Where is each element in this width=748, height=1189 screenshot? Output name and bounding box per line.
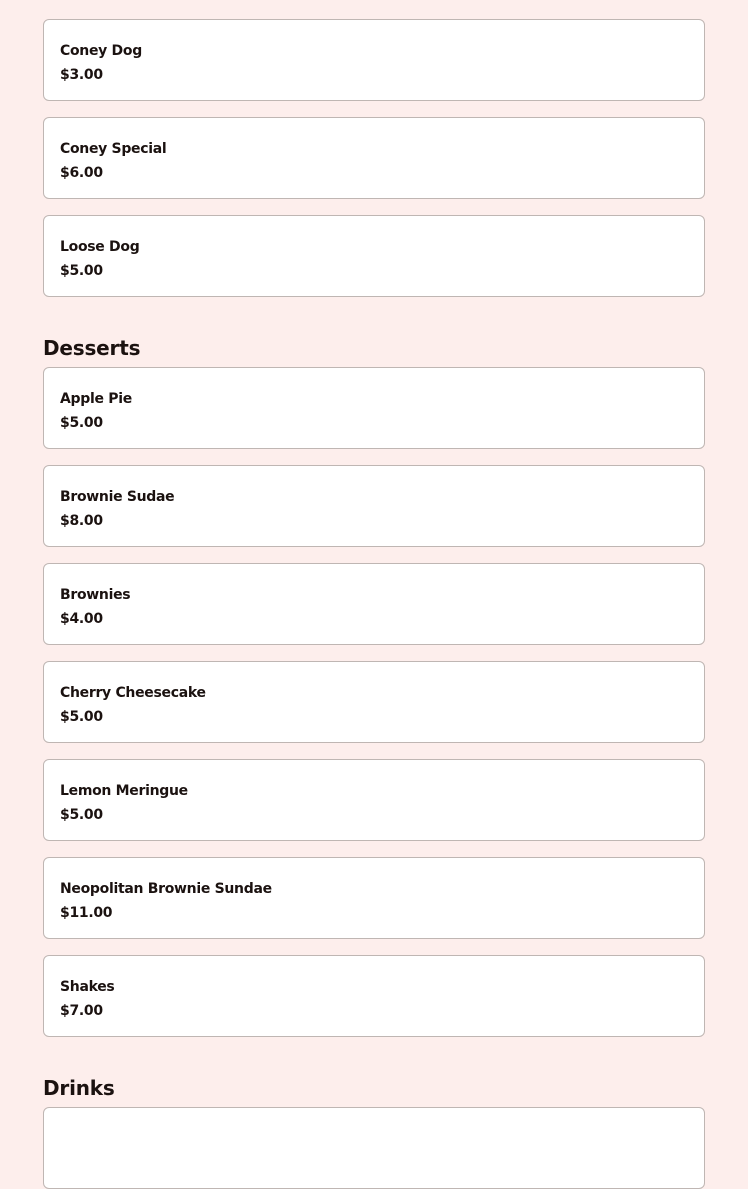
item-name: Neopolitan Brownie Sundae	[60, 881, 272, 897]
menu-item-card[interactable]	[43, 367, 705, 449]
menu-item-card[interactable]	[43, 117, 705, 199]
item-price: $5.00	[60, 415, 103, 431]
item-name: Coney Special	[60, 141, 167, 157]
section-title: Desserts	[43, 336, 141, 360]
menu-item-card[interactable]	[43, 857, 705, 939]
menu-item-card[interactable]	[43, 955, 705, 1037]
section-items	[43, 19, 705, 297]
menu-item-card[interactable]	[43, 465, 705, 547]
menu-item-card[interactable]	[43, 1107, 705, 1189]
item-price: $5.00	[60, 709, 103, 725]
item-price: $4.00	[60, 611, 103, 627]
item-name: Coney Dog	[60, 43, 142, 59]
item-price: $7.00	[60, 1003, 103, 1019]
item-price: $5.00	[60, 263, 103, 279]
item-price: $3.00	[60, 67, 103, 83]
menu-section-desserts	[43, 329, 705, 1037]
menu-section-coney-dogs	[43, 0, 705, 297]
item-name: Apple Pie	[60, 391, 132, 407]
section-title	[43, 0, 705, 19]
item-price: $11.00	[60, 905, 113, 921]
section-items	[43, 367, 705, 1037]
item-name: Brownies	[60, 587, 131, 603]
section-title: Drinks	[43, 1076, 115, 1100]
item-name: Cherry Cheesecake	[60, 685, 206, 701]
menu-item-card[interactable]	[43, 563, 705, 645]
menu-section-drinks	[43, 1069, 705, 1189]
section-items	[43, 1107, 705, 1189]
menu-item-card[interactable]	[43, 759, 705, 841]
item-price: $6.00	[60, 165, 103, 181]
item-name: Lemon Meringue	[60, 783, 188, 799]
menu-item-card[interactable]	[43, 215, 705, 297]
menu-item-card[interactable]	[43, 661, 705, 743]
item-name: Loose Dog	[60, 239, 140, 255]
item-name: Brownie Sudae	[60, 489, 175, 505]
item-price: $5.00	[60, 807, 103, 823]
item-name: Shakes	[60, 979, 115, 995]
item-price: $8.00	[60, 513, 103, 529]
menu-item-card[interactable]	[43, 19, 705, 101]
menu-list	[43, 0, 705, 1189]
